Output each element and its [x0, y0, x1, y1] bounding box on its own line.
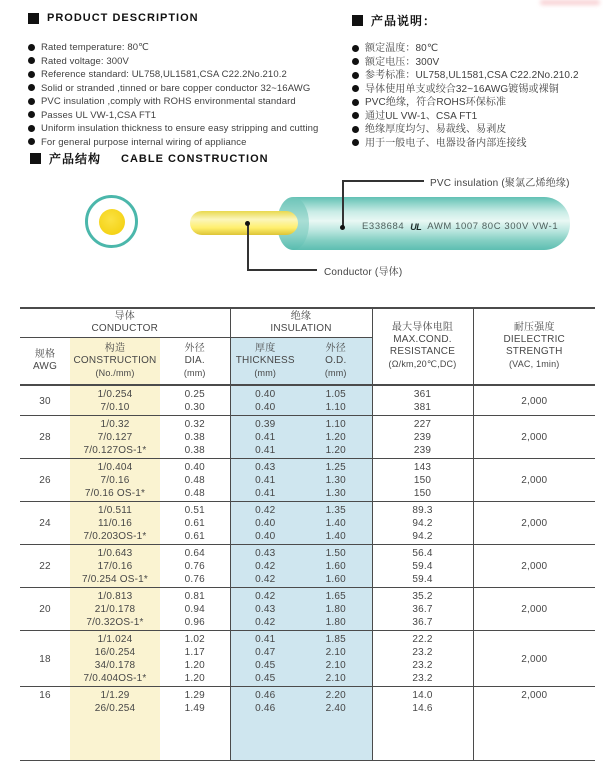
awg-cell: 30: [39, 395, 51, 407]
spec-row: [20, 416, 595, 459]
resistance-cell: 89.3 94.2 94.2: [372, 502, 473, 545]
resistance-cell: 14.0 14.6: [372, 687, 473, 761]
thickness-cell: 0.43 0.42 0.42: [230, 545, 300, 588]
dia-cell: 0.81 0.94 0.96: [160, 588, 230, 631]
cable-print-text: [362, 221, 558, 232]
list-item: 通过UL VW-1、CSA FT1: [352, 110, 602, 124]
thickness-cell: 0.39 0.41 0.41: [230, 416, 300, 459]
cable-cross-section-conductor: [99, 209, 125, 235]
product-notes-cn-title: [352, 12, 602, 29]
group-conductor: 导体 CONDUCTOR: [20, 308, 230, 338]
leader-dot: [340, 225, 345, 230]
bullet-icon: [352, 45, 359, 52]
spec-table: [20, 307, 595, 761]
dielectric-cell: 2,000: [521, 604, 548, 615]
dielectric-cell: 2,000: [521, 690, 548, 701]
thickness-cell: 0.43 0.41 0.41: [230, 459, 300, 502]
list-item: Passes UL VW-1,CSA FT1: [28, 109, 350, 123]
dielectric-cell: 2,000: [521, 475, 548, 486]
list-item: PVC insulation ,comply with ROHS environmental standard: [28, 95, 350, 109]
list-item: 绝缘厚度均匀、易裁线、易剥皮: [352, 123, 602, 137]
ul-mark-icon: UL: [410, 221, 422, 232]
corner-artifact: [540, 0, 600, 5]
list-item: PVC绝缘，符合ROHS环保标准: [352, 96, 602, 110]
black-square-icon: [28, 13, 39, 24]
spec-row: [20, 502, 595, 545]
header-resistance: 最大导体电阻 MAX.COND. RESISTANCE (Ω/km,20℃,DC): [372, 308, 473, 385]
list-item: Solid or stranded ,tinned or bare copper conductor 32~16AWG: [28, 82, 350, 96]
od-cell: 1.85 2.10 2.10 2.10: [300, 631, 372, 687]
od-cell: 1.65 1.80 1.80: [300, 588, 372, 631]
thickness-cell: 0.41 0.47 0.45 0.45: [230, 631, 300, 687]
bullet-icon: [352, 112, 359, 119]
awg-cell: 20: [39, 604, 51, 615]
spec-row: [20, 631, 595, 687]
list-item: 额定温度：80℃: [352, 42, 602, 56]
list-item: Rated voltage: 300V: [28, 55, 350, 69]
resistance-cell: 143 150 150: [372, 459, 473, 502]
dia-cell: 0.51 0.61 0.61: [160, 502, 230, 545]
dia-cell: 1.29 1.49: [160, 687, 230, 761]
bullet-icon: [28, 111, 35, 118]
list-item: 参考标准：UL758,UL1581,CSA C22.2No.210.2: [352, 69, 602, 83]
dia-cell: 0.32 0.38 0.38: [160, 416, 230, 459]
leader-dot: [245, 221, 250, 226]
awg-cell: 18: [39, 653, 51, 665]
cable-construction-title: [30, 150, 269, 167]
spec-row: [20, 545, 595, 588]
product-description-section: [28, 12, 350, 149]
thickness-cell: 0.46 0.46: [230, 687, 300, 761]
construction-cell: 1/0.813 21/0.178 7/0.32OS-1*: [70, 588, 160, 631]
conductor-rod: [190, 211, 298, 235]
construction-cell: 1/0.32 7/0.127 7/0.127OS-1*: [70, 416, 160, 459]
dielectric-cell: 2,000: [521, 395, 548, 407]
awg-cell: 24: [39, 518, 51, 529]
header-awg: 规格 AWG: [32, 349, 58, 372]
bullet-icon: [28, 44, 35, 51]
construction-cell: 1/0.254 7/0.10: [70, 385, 160, 416]
bullet-icon: [28, 71, 35, 78]
bullet-icon: [352, 139, 359, 146]
list-item: Reference standard: UL758,UL1581,CSA C22.2No.210.2: [28, 68, 350, 82]
black-square-icon: [30, 153, 41, 164]
dielectric-cell: 2,000: [521, 518, 548, 529]
spec-table-body: [20, 385, 595, 761]
leader-line: [342, 181, 344, 228]
resistance-cell: 227 239 239: [372, 416, 473, 459]
bullet-icon: [28, 57, 35, 64]
black-square-icon: [352, 15, 363, 26]
awg-cell: 22: [39, 561, 51, 572]
od-cell: 1.25 1.30 1.30: [300, 459, 372, 502]
list-item: For general purpose internal wiring of appliance: [28, 136, 350, 150]
header-construction: 构造 CONSTRUCTION (No./mm): [70, 338, 160, 386]
resistance-cell: 22.2 23.2 23.2 23.2: [372, 631, 473, 687]
product-description-list: [28, 41, 350, 149]
bullet-icon: [352, 85, 359, 92]
od-cell: 1.10 1.20 1.20: [300, 416, 372, 459]
title-text: 产品说明：: [371, 14, 437, 28]
bullet-icon: [352, 99, 359, 106]
header-dia: 外径 DIA. (mm): [160, 338, 230, 386]
product-notes-cn-section: [352, 12, 602, 150]
resistance-cell: 35.2 36.7 36.7: [372, 588, 473, 631]
title-text-en: CABLE CONSTRUCTION: [121, 152, 269, 165]
header-thickness: 厚度 THICKNESS (mm): [230, 338, 300, 386]
spec-row: [20, 687, 595, 761]
dielectric-cell: 2,000: [521, 561, 548, 572]
dia-cell: 1.02 1.17 1.20 1.20: [160, 631, 230, 687]
thickness-cell: 0.42 0.40 0.40: [230, 502, 300, 545]
resistance-cell: 56.4 59.4 59.4: [372, 545, 473, 588]
dia-cell: 0.64 0.76 0.76: [160, 545, 230, 588]
resistance-cell: 361 381: [372, 385, 473, 416]
product-notes-cn-list: [352, 42, 602, 150]
header-dielectric: 耐压强度 DIELECTRIC STRENGTH (VAC, 1min): [473, 308, 595, 385]
insulation-label: PVC insulation (聚氯乙烯绝缘): [430, 178, 570, 189]
od-cell: 1.35 1.40 1.40: [300, 502, 372, 545]
awg-cell: 26: [39, 475, 51, 486]
construction-cell: 1/0.404 7/0.16 7/0.16 OS-1*: [70, 459, 160, 502]
title-text-cn: 产品结构: [49, 152, 102, 166]
construction-cell: 1/1.29 26/0.254: [70, 687, 160, 761]
bullet-icon: [28, 125, 35, 132]
leader-line: [342, 180, 424, 182]
construction-cell: 1/1.024 16/0.254 34/0.178 7/0.404OS-1*: [70, 631, 160, 687]
bullet-icon: [352, 126, 359, 133]
spec-text: AWM 1007 80C 300V VW-1: [427, 221, 559, 232]
dia-cell: 0.40 0.48 0.48: [160, 459, 230, 502]
spec-row: [20, 459, 595, 502]
construction-cell: 1/0.511 11/0.16 7/0.203OS-1*: [70, 502, 160, 545]
leader-line: [247, 269, 317, 271]
bullet-icon: [28, 84, 35, 91]
od-cell: 1.50 1.60 1.60: [300, 545, 372, 588]
od-cell: 1.05 1.10: [300, 385, 372, 416]
cert-number: E338684: [362, 221, 405, 232]
title-text: PRODUCT DESCRIPTION: [47, 12, 199, 24]
conductor-label: Conductor (导体): [324, 267, 403, 278]
awg-cell: 16: [39, 690, 51, 701]
list-item: 用于一般电子、电器设备内部连接线: [352, 137, 602, 151]
bullet-icon: [352, 72, 359, 79]
list-item: 导体使用单支或绞合32~16AWG镀锡或裸铜: [352, 83, 602, 97]
spec-row: [20, 588, 595, 631]
thickness-cell: 0.40 0.40: [230, 385, 300, 416]
product-description-title: [28, 12, 350, 24]
dia-cell: 0.25 0.30: [160, 385, 230, 416]
list-item: Rated temperature: 80℃: [28, 41, 350, 55]
group-insulation: 绝缘 INSULATION: [230, 308, 372, 338]
spec-row: [20, 385, 595, 416]
construction-cell: 1/0.643 17/0.16 7/0.254 OS-1*: [70, 545, 160, 588]
list-item: 额定电压：300V: [352, 56, 602, 70]
list-item: Uniform insulation thickness to ensure easy stripping and cutting: [28, 122, 350, 136]
bullet-icon: [28, 138, 35, 145]
header-od: 外径 O.D. (mm): [300, 338, 372, 386]
dielectric-cell: 2,000: [521, 432, 548, 443]
thickness-cell: 0.42 0.43 0.42: [230, 588, 300, 631]
leader-line: [247, 224, 249, 270]
dielectric-cell: 2,000: [521, 653, 548, 665]
awg-cell: 28: [39, 432, 51, 443]
od-cell: 2.20 2.40: [300, 687, 372, 761]
bullet-icon: [352, 58, 359, 65]
bullet-icon: [28, 98, 35, 105]
